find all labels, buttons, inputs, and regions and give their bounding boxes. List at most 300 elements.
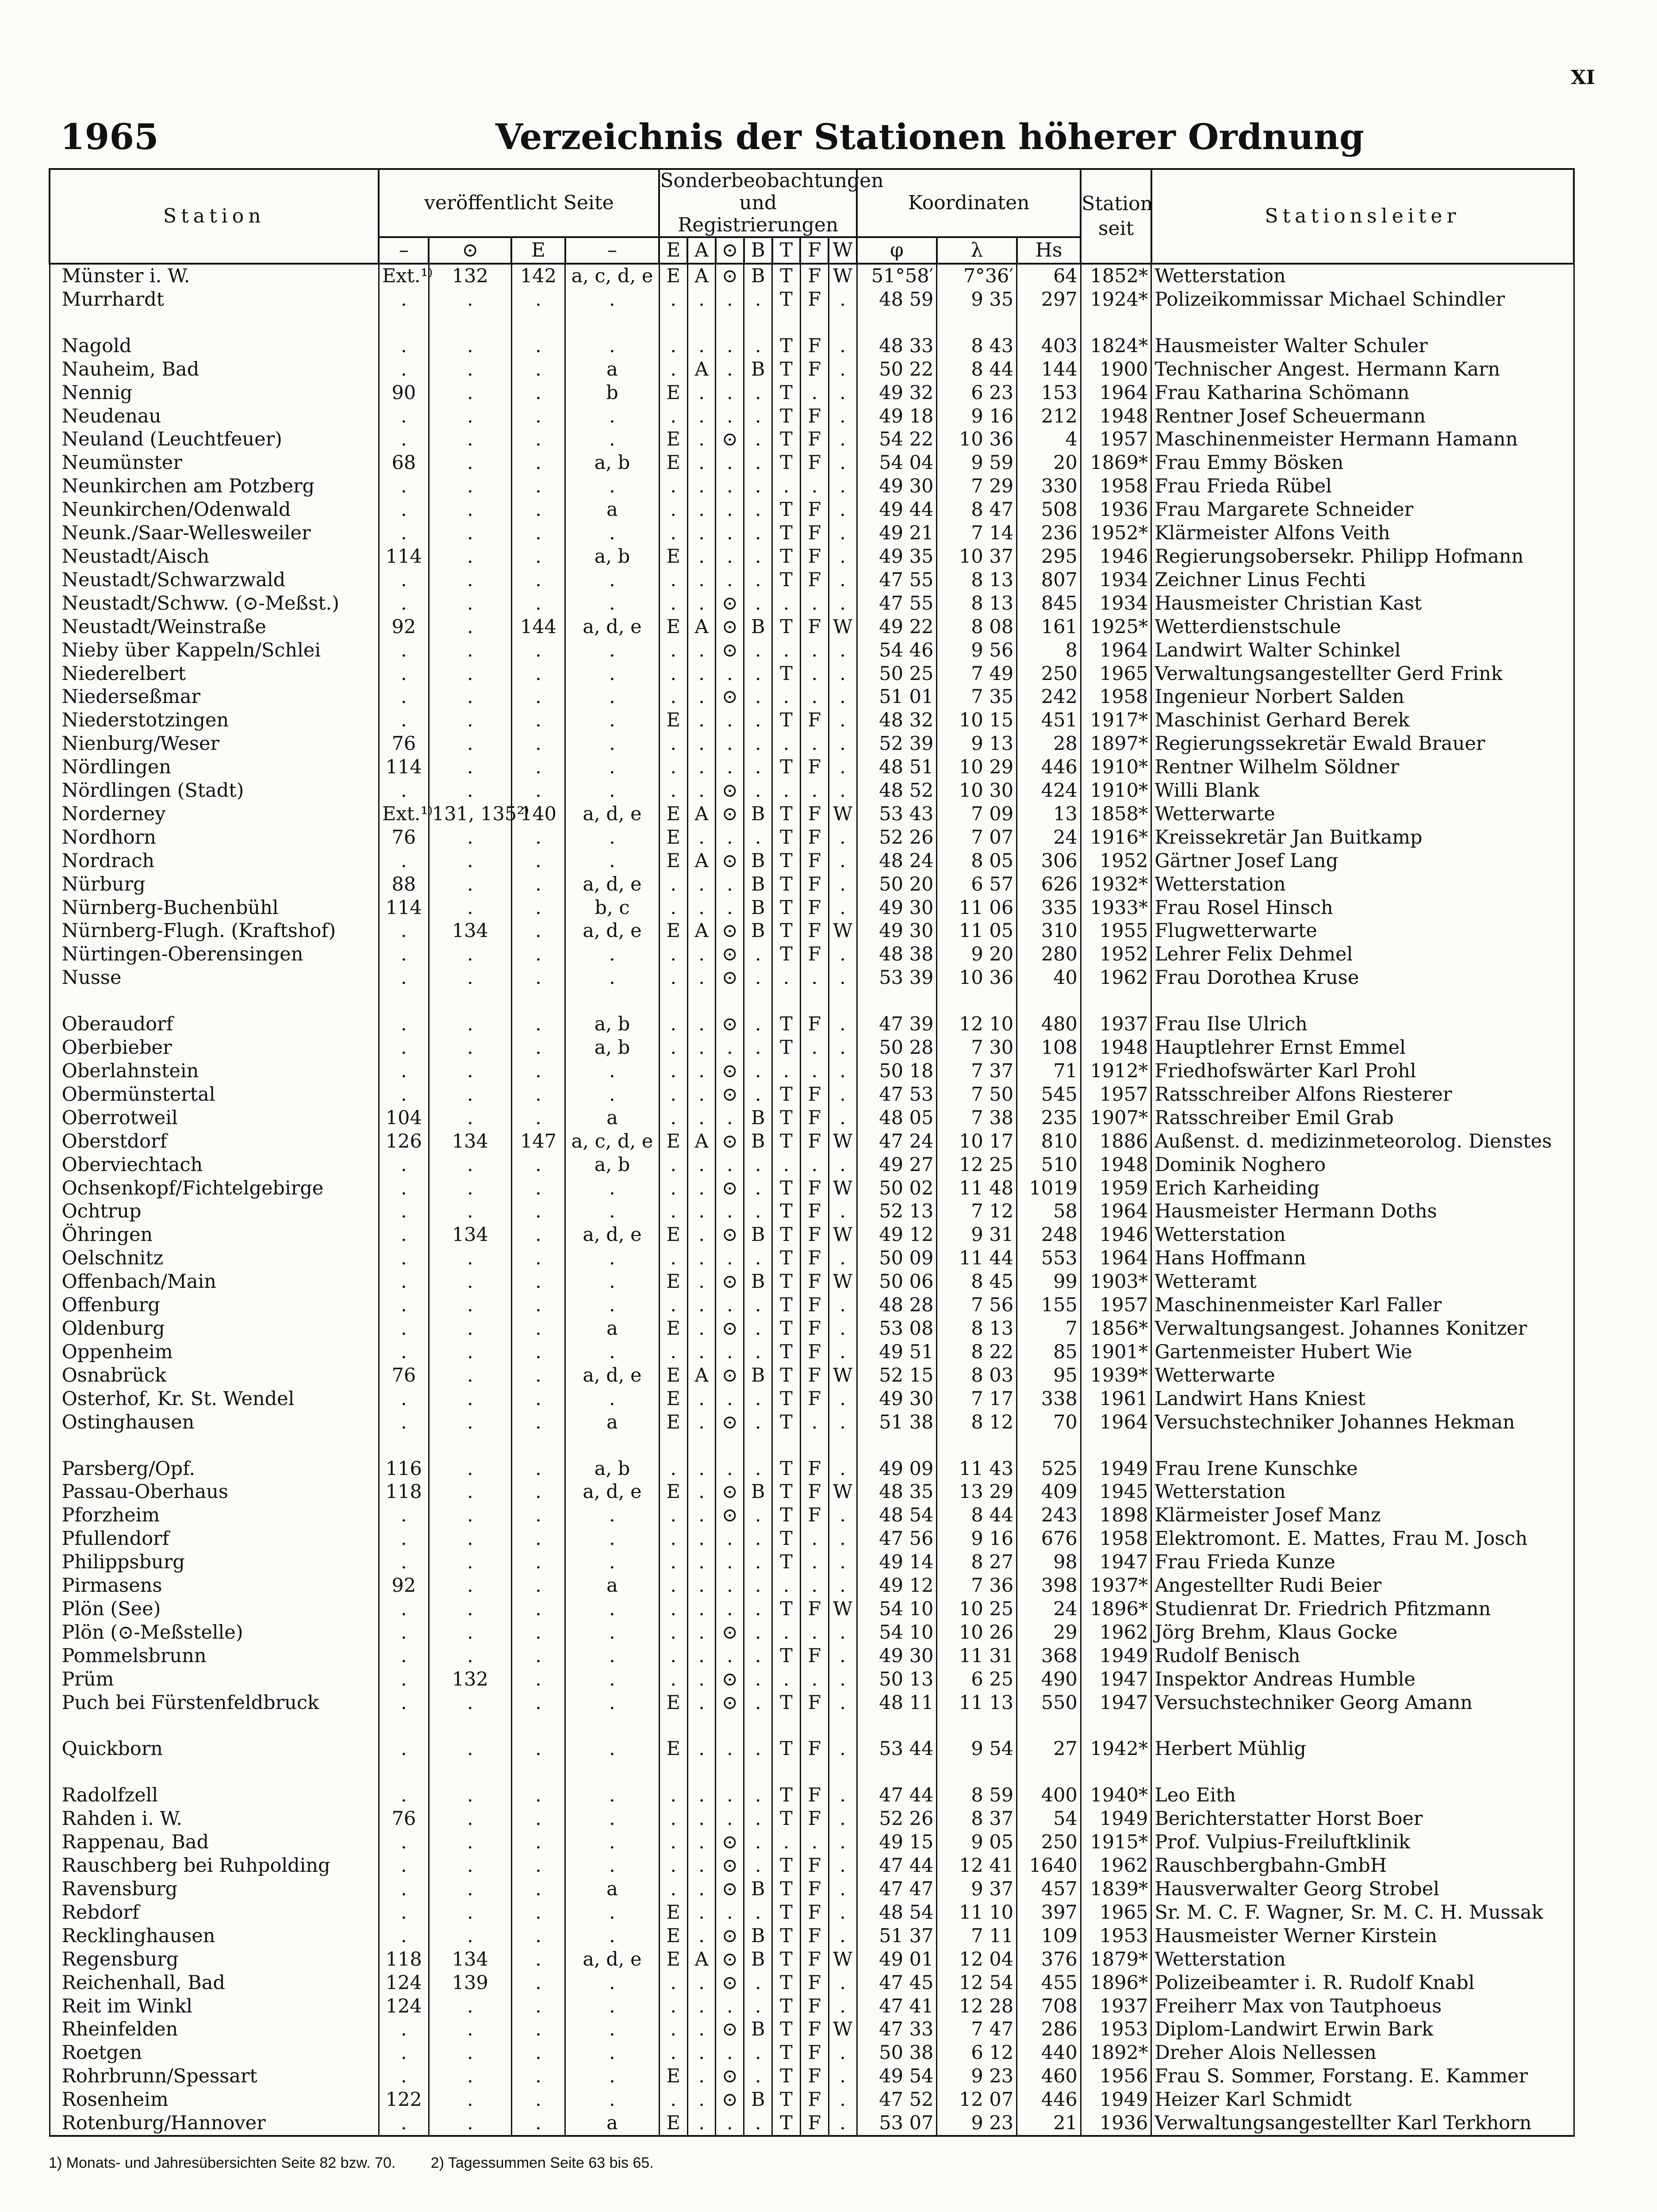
- pub-plain-cell: .: [379, 849, 429, 873]
- station-name-cell: Regensburg: [50, 1948, 379, 1971]
- pub-e-cell: .: [511, 1924, 565, 1948]
- obs-b-cell: .: [744, 1247, 772, 1270]
- obs-w-cell: .: [828, 756, 857, 779]
- pub-extra-cell: .: [565, 288, 660, 311]
- pub-extra-cell: a, b: [565, 1153, 660, 1177]
- pub-e-cell: .: [511, 1060, 565, 1083]
- obs-f-cell: F: [800, 1106, 828, 1130]
- obs-b-cell: .: [744, 966, 772, 990]
- obs-f-cell: F: [800, 1691, 828, 1715]
- pub-plain-cell: Ext.¹⁾: [379, 264, 429, 288]
- pub-sun-cell: .: [429, 1387, 511, 1411]
- station-leader-cell: Angestellter Rudi Beier: [1151, 1574, 1574, 1598]
- pub-extra-cell: .: [565, 1083, 660, 1106]
- longitude-cell: 7 56: [937, 1294, 1017, 1317]
- obs-t-cell: T: [772, 1480, 801, 1504]
- spacer-cell: [565, 311, 660, 334]
- stations-table: [49, 168, 1575, 2137]
- obs-sun-cell: ⊙: [716, 1364, 744, 1387]
- station-name-cell: Neustadt/Aisch: [50, 545, 379, 568]
- obs-sun-cell: .: [716, 2041, 744, 2065]
- obs-t-cell: .: [772, 475, 801, 498]
- obs-f-cell: F: [800, 1083, 828, 1106]
- pub-extra-cell: a, d, e: [565, 1480, 660, 1504]
- obs-a-cell: A: [687, 264, 716, 288]
- obs-sun-cell: .: [716, 451, 744, 475]
- spacer-cell: [857, 1714, 937, 1737]
- station-name-cell: Radolfzell: [50, 1784, 379, 1807]
- height-cell: 236: [1017, 522, 1081, 545]
- obs-sun-cell: ⊙: [716, 1924, 744, 1948]
- since-year-cell: 1903*: [1081, 1270, 1151, 1294]
- obs-w-cell: .: [828, 592, 857, 615]
- longitude-cell: 11 06: [937, 896, 1017, 920]
- obs-sun-cell: ⊙: [716, 1668, 744, 1691]
- station-name-cell: Oldenburg: [50, 1317, 379, 1340]
- obs-f-cell: F: [800, 405, 828, 428]
- latitude-cell: 52 26: [857, 1807, 937, 1831]
- obs-a-cell: .: [687, 1317, 716, 1340]
- station-leader-cell: Studienrat Dr. Friedrich Pfitzmann: [1151, 1598, 1574, 1621]
- obs-sun-cell: ⊙: [716, 1317, 744, 1340]
- spacer-cell: [1081, 1761, 1151, 1784]
- latitude-cell: 51 01: [857, 685, 937, 709]
- obs-w-cell: .: [828, 896, 857, 920]
- pub-sun-cell: .: [429, 522, 511, 545]
- pub-e-cell: .: [511, 1784, 565, 1807]
- station-leader-cell: Hausverwalter Georg Strobel: [1151, 1878, 1574, 1901]
- since-year-cell: 1947: [1081, 1668, 1151, 1691]
- since-year-cell: 1937: [1081, 1013, 1151, 1036]
- pub-plain-cell: .: [379, 498, 429, 522]
- obs-e-cell: E: [659, 1480, 687, 1504]
- spacer-cell: [659, 1761, 687, 1784]
- pub-extra-cell: .: [565, 1784, 660, 1807]
- station-leader-cell: Hausmeister Christian Kast: [1151, 592, 1574, 615]
- pub-e-cell: .: [511, 639, 565, 662]
- spacer-cell: [511, 1714, 565, 1737]
- pub-e-cell: .: [511, 498, 565, 522]
- obs-a-cell: .: [687, 2065, 716, 2088]
- station-name-cell: Offenbach/Main: [50, 1270, 379, 1294]
- pub-extra-cell: .: [565, 1831, 660, 1854]
- obs-sun-cell: ⊙: [716, 1971, 744, 1995]
- pub-sun-cell: .: [429, 545, 511, 568]
- obs-t-cell: .: [772, 966, 801, 990]
- obs-e-cell: .: [659, 639, 687, 662]
- station-name-cell: Oberlahnstein: [50, 1060, 379, 1083]
- obs-e-cell: .: [659, 592, 687, 615]
- obs-b-cell: B: [744, 1106, 772, 1130]
- pub-sun-cell: .: [429, 568, 511, 592]
- obs-w-cell: .: [828, 1317, 857, 1340]
- station-leader-cell: Rentner Josef Scheuermann: [1151, 405, 1574, 428]
- pub-sun-cell: .: [429, 1317, 511, 1340]
- spacer-cell: [50, 990, 379, 1013]
- station-name-cell: Recklinghausen: [50, 1924, 379, 1948]
- station-name-cell: Nieby über Kappeln/Schlei: [50, 639, 379, 662]
- obs-f-cell: F: [800, 1737, 828, 1761]
- table-row: [50, 1130, 1574, 1153]
- obs-a-cell: .: [687, 1480, 716, 1504]
- obs-a-cell: .: [687, 405, 716, 428]
- longitude-cell: 10 29: [937, 756, 1017, 779]
- table-row: [50, 1294, 1574, 1317]
- since-year-cell: 1958: [1081, 475, 1151, 498]
- obs-sun-cell: .: [716, 1106, 744, 1130]
- spacer-cell: [687, 311, 716, 334]
- longitude-cell: 13 29: [937, 1480, 1017, 1504]
- obs-b-cell: .: [744, 1083, 772, 1106]
- spacer-cell: [50, 1434, 379, 1457]
- obs-sun-cell: ⊙: [716, 1223, 744, 1247]
- station-name-cell: Ostinghausen: [50, 1411, 379, 1434]
- pub-sun-cell: .: [429, 1013, 511, 1036]
- pub-extra-cell: .: [565, 732, 660, 756]
- obs-f-cell: F: [800, 1387, 828, 1411]
- obs-e-cell: .: [659, 1854, 687, 1878]
- station-leader-cell: Wetterstation: [1151, 1480, 1574, 1504]
- pub-sun-cell: .: [429, 1247, 511, 1270]
- table-row: [50, 1737, 1574, 1761]
- since-year-cell: 1937: [1081, 1995, 1151, 2018]
- obs-t-cell: T: [772, 1948, 801, 1971]
- obs-w-cell: .: [828, 1831, 857, 1854]
- pub-extra-cell: .: [565, 1644, 660, 1668]
- latitude-cell: 49 14: [857, 1551, 937, 1574]
- station-leader-cell: Prof. Vulpius-Freiluftklinik: [1151, 1831, 1574, 1854]
- station-name-cell: Oberaudorf: [50, 1013, 379, 1036]
- pub-e-cell: .: [511, 568, 565, 592]
- obs-t-cell: T: [772, 1737, 801, 1761]
- obs-w-cell: .: [828, 2112, 857, 2136]
- pub-extra-cell: b, c: [565, 896, 660, 920]
- obs-w-cell: .: [828, 1340, 857, 1364]
- station-leader-cell: Lehrer Felix Dehmel: [1151, 943, 1574, 966]
- obs-sun-cell: ⊙: [716, 2018, 744, 2041]
- table-row: [50, 1971, 1574, 1995]
- station-name-cell: Nürnberg-Buchenbühl: [50, 896, 379, 920]
- obs-w-cell: .: [828, 381, 857, 405]
- obs-e-cell: .: [659, 1995, 687, 2018]
- obs-sun-cell: .: [716, 756, 744, 779]
- since-year-cell: 1948: [1081, 1036, 1151, 1060]
- pub-plain-cell: .: [379, 1060, 429, 1083]
- station-name-cell: Neunkirchen/Odenwald: [50, 498, 379, 522]
- pub-extra-cell: .: [565, 2041, 660, 2065]
- obs-t-cell: T: [772, 1106, 801, 1130]
- spacer-cell: [511, 311, 565, 334]
- obs-w-cell: .: [828, 1294, 857, 1317]
- spacer-cell: [50, 1761, 379, 1784]
- obs-t-cell: .: [772, 1831, 801, 1854]
- pub-extra-cell: a, d, e: [565, 1948, 660, 1971]
- table-row: [50, 592, 1574, 615]
- since-year-cell: 1915*: [1081, 1831, 1151, 1854]
- pub-plain-cell: .: [379, 475, 429, 498]
- pub-sun-cell: .: [429, 639, 511, 662]
- station-name-cell: Rheinfelden: [50, 2018, 379, 2041]
- obs-e-cell: E: [659, 1737, 687, 1761]
- since-year-cell: 1949: [1081, 2088, 1151, 2112]
- spacer-cell: [857, 990, 937, 1013]
- table-row: [50, 2112, 1574, 2136]
- pub-sun-cell: 132: [429, 264, 511, 288]
- spacer-cell: [1017, 1434, 1081, 1457]
- latitude-cell: 49 30: [857, 1387, 937, 1411]
- obs-f-cell: F: [800, 498, 828, 522]
- pub-sun-cell: .: [429, 756, 511, 779]
- station-name-cell: Pfullendorf: [50, 1527, 379, 1551]
- longitude-cell: 7 11: [937, 1924, 1017, 1948]
- obs-t-cell: T: [772, 1411, 801, 1434]
- pub-plain-cell: .: [379, 1551, 429, 1574]
- station-leader-cell: Willi Blank: [1151, 779, 1574, 803]
- obs-a-cell: .: [687, 475, 716, 498]
- obs-a-cell: .: [687, 428, 716, 451]
- pub-e-cell: 147: [511, 1130, 565, 1153]
- obs-e-cell: .: [659, 896, 687, 920]
- pub-extra-cell: a, d, e: [565, 919, 660, 943]
- obs-w-cell: .: [828, 1621, 857, 1644]
- obs-sun-cell: .: [716, 498, 744, 522]
- pub-plain-cell: .: [379, 1504, 429, 1527]
- longitude-cell: 8 12: [937, 1411, 1017, 1434]
- station-name-cell: Neunk./Saar-Wellesweiler: [50, 522, 379, 545]
- station-name-cell: Oppenheim: [50, 1340, 379, 1364]
- pub-plain-cell: 122: [379, 2088, 429, 2112]
- spacer-cell: [687, 1761, 716, 1784]
- pub-plain-cell: 114: [379, 545, 429, 568]
- pub-sun-cell: .: [429, 1901, 511, 1924]
- since-year-cell: 1934: [1081, 592, 1151, 615]
- pub-e-cell: .: [511, 1294, 565, 1317]
- since-year-cell: 1961: [1081, 1387, 1151, 1411]
- table-row: [50, 475, 1574, 498]
- obs-w-cell: .: [828, 1036, 857, 1060]
- longitude-cell: 9 13: [937, 732, 1017, 756]
- obs-f-cell: F: [800, 545, 828, 568]
- latitude-cell: 50 09: [857, 1247, 937, 1270]
- obs-e-cell: E: [659, 545, 687, 568]
- obs-b-cell: B: [744, 1878, 772, 1901]
- longitude-cell: 8 37: [937, 1807, 1017, 1831]
- obs-t-cell: T: [772, 1387, 801, 1411]
- pub-extra-cell: .: [565, 1621, 660, 1644]
- obs-a-cell: .: [687, 756, 716, 779]
- height-cell: 440: [1017, 2041, 1081, 2065]
- obs-b-cell: .: [744, 1177, 772, 1200]
- pub-sun-cell: .: [429, 1036, 511, 1060]
- obs-a-cell: .: [687, 1340, 716, 1364]
- spacer-cell: [800, 311, 828, 334]
- longitude-cell: 9 37: [937, 1878, 1017, 1901]
- obs-w-cell: .: [828, 498, 857, 522]
- pub-plain-cell: .: [379, 1387, 429, 1411]
- obs-b-cell: .: [744, 1411, 772, 1434]
- station-leader-cell: Technischer Angest. Hermann Karn: [1151, 358, 1574, 381]
- longitude-cell: 8 44: [937, 358, 1017, 381]
- pub-plain-cell: 68: [379, 451, 429, 475]
- obs-sun-cell: ⊙: [716, 1691, 744, 1715]
- obs-b-cell: B: [744, 358, 772, 381]
- obs-t-cell: T: [772, 288, 801, 311]
- longitude-cell: 7 50: [937, 1083, 1017, 1106]
- pub-e-cell: .: [511, 849, 565, 873]
- pub-plain-cell: .: [379, 662, 429, 686]
- pub-e-cell: .: [511, 1551, 565, 1574]
- obs-f-cell: F: [800, 1948, 828, 1971]
- pub-sun-cell: 134: [429, 1223, 511, 1247]
- obs-w-cell: .: [828, 1527, 857, 1551]
- header-coordinates: Koordinaten: [857, 169, 1081, 237]
- obs-a-cell: .: [687, 1106, 716, 1130]
- since-year-cell: 1942*: [1081, 1737, 1151, 1761]
- obs-e-cell: E: [659, 2065, 687, 2088]
- latitude-cell: 54 10: [857, 1598, 937, 1621]
- since-year-cell: 1896*: [1081, 1598, 1151, 1621]
- longitude-cell: 7 30: [937, 1036, 1017, 1060]
- latitude-cell: 47 53: [857, 1083, 937, 1106]
- obs-a-cell: .: [687, 2112, 716, 2136]
- pub-plain-cell: 126: [379, 1130, 429, 1153]
- height-cell: 457: [1017, 1878, 1081, 1901]
- latitude-cell: 50 02: [857, 1177, 937, 1200]
- pub-e-cell: .: [511, 1995, 565, 2018]
- station-name-cell: Neustadt/Schww. (⊙-Meßst.): [50, 592, 379, 615]
- pub-extra-cell: .: [565, 1527, 660, 1551]
- obs-a-cell: A: [687, 803, 716, 826]
- obs-t-cell: T: [772, 1854, 801, 1878]
- latitude-cell: 52 13: [857, 1200, 937, 1223]
- station-leader-cell: Kreissekretär Jan Buitkamp: [1151, 826, 1574, 849]
- height-cell: 4: [1017, 428, 1081, 451]
- pub-e-cell: .: [511, 592, 565, 615]
- since-year-cell: 1917*: [1081, 709, 1151, 732]
- station-leader-cell: Landwirt Hans Kniest: [1151, 1387, 1574, 1411]
- obs-sun-cell: ⊙: [716, 428, 744, 451]
- obs-sun-cell: .: [716, 896, 744, 920]
- obs-w-cell: .: [828, 1387, 857, 1411]
- height-cell: 235: [1017, 1106, 1081, 1130]
- longitude-cell: 8 47: [937, 498, 1017, 522]
- obs-t-cell: T: [772, 451, 801, 475]
- obs-t-cell: T: [772, 1551, 801, 1574]
- table-row: [50, 756, 1574, 779]
- header-special-col: ⊙: [716, 237, 744, 264]
- station-name-cell: Osterhof, Kr. St. Wendel: [50, 1387, 379, 1411]
- table-row: [50, 2088, 1574, 2112]
- pub-plain-cell: .: [379, 2065, 429, 2088]
- obs-t-cell: .: [772, 1621, 801, 1644]
- latitude-cell: 48 54: [857, 1504, 937, 1527]
- since-year-cell: 1957: [1081, 428, 1151, 451]
- longitude-cell: 8 13: [937, 1317, 1017, 1340]
- latitude-cell: 48 33: [857, 334, 937, 358]
- obs-t-cell: T: [772, 873, 801, 896]
- table-row: [50, 1106, 1574, 1130]
- obs-t-cell: .: [772, 639, 801, 662]
- obs-sun-cell: ⊙: [716, 1948, 744, 1971]
- obs-b-cell: .: [744, 288, 772, 311]
- obs-sun-cell: ⊙: [716, 1013, 744, 1036]
- table-row: [50, 615, 1574, 639]
- table-row: [50, 685, 1574, 709]
- obs-t-cell: T: [772, 826, 801, 849]
- obs-b-cell: .: [744, 756, 772, 779]
- table-row: [50, 1457, 1574, 1481]
- pub-e-cell: .: [511, 288, 565, 311]
- obs-b-cell: .: [744, 475, 772, 498]
- table-row: [50, 1200, 1574, 1223]
- obs-b-cell: .: [744, 1598, 772, 1621]
- obs-w-cell: .: [828, 522, 857, 545]
- obs-sun-cell: .: [716, 1551, 744, 1574]
- since-year-cell: 1946: [1081, 545, 1151, 568]
- obs-t-cell: .: [772, 1574, 801, 1598]
- pub-plain-cell: .: [379, 1598, 429, 1621]
- obs-sun-cell: .: [716, 522, 744, 545]
- latitude-cell: 50 22: [857, 358, 937, 381]
- pub-e-cell: .: [511, 334, 565, 358]
- obs-w-cell: .: [828, 1971, 857, 1995]
- table-row: [50, 943, 1574, 966]
- longitude-cell: 12 54: [937, 1971, 1017, 1995]
- since-year-cell: 1901*: [1081, 1340, 1151, 1364]
- station-name-cell: Plön (⊙-Meßstelle): [50, 1621, 379, 1644]
- obs-a-cell: .: [687, 1270, 716, 1294]
- since-year-cell: 1896*: [1081, 1971, 1151, 1995]
- longitude-cell: 9 23: [937, 2112, 1017, 2136]
- pub-sun-cell: .: [429, 1737, 511, 1761]
- pub-extra-cell: .: [565, 662, 660, 686]
- spacer-cell: [1151, 311, 1574, 334]
- obs-e-cell: .: [659, 1574, 687, 1598]
- obs-w-cell: .: [828, 849, 857, 873]
- station-leader-cell: Dominik Noghero: [1151, 1153, 1574, 1177]
- pub-plain-cell: 76: [379, 1364, 429, 1387]
- longitude-cell: 8 43: [937, 334, 1017, 358]
- longitude-cell: 10 37: [937, 545, 1017, 568]
- latitude-cell: 48 59: [857, 288, 937, 311]
- obs-a-cell: .: [687, 779, 716, 803]
- latitude-cell: 51 37: [857, 1924, 937, 1948]
- obs-e-cell: .: [659, 1784, 687, 1807]
- pub-e-cell: 140: [511, 803, 565, 826]
- obs-w-cell: .: [828, 1807, 857, 1831]
- pub-e-cell: .: [511, 1153, 565, 1177]
- station-leader-cell: Frau Rosel Hinsch: [1151, 896, 1574, 920]
- header-pub-col: –: [565, 237, 660, 264]
- latitude-cell: 48 52: [857, 779, 937, 803]
- pub-extra-cell: .: [565, 1247, 660, 1270]
- obs-a-cell: .: [687, 545, 716, 568]
- spacer-cell: [857, 1761, 937, 1784]
- obs-b-cell: .: [744, 943, 772, 966]
- pub-extra-cell: a, d, e: [565, 615, 660, 639]
- footnote-2: 2) Tagessummen Seite 63 bis 65.: [430, 2154, 654, 2171]
- obs-sun-cell: .: [716, 288, 744, 311]
- station-leader-cell: Maschinenmeister Hermann Hamann: [1151, 428, 1574, 451]
- obs-f-cell: .: [800, 685, 828, 709]
- pub-e-cell: .: [511, 2065, 565, 2088]
- pub-sun-cell: .: [429, 381, 511, 405]
- longitude-cell: 6 23: [937, 381, 1017, 405]
- pub-sun-cell: .: [429, 2112, 511, 2136]
- table-row: [50, 1387, 1574, 1411]
- pub-e-cell: .: [511, 826, 565, 849]
- obs-t-cell: T: [772, 1177, 801, 1200]
